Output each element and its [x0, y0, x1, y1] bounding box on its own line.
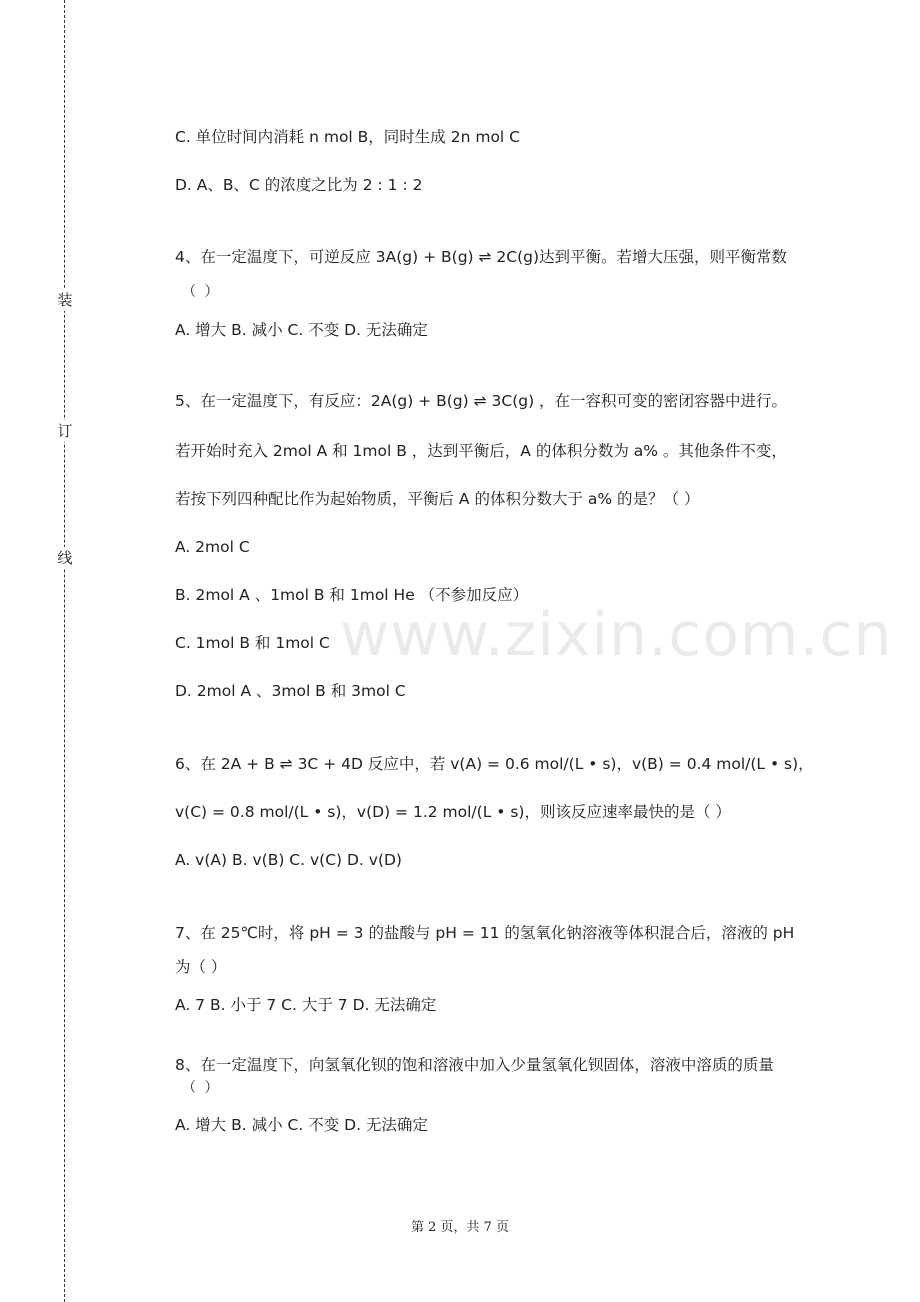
- q5-option-c: C. 1mol B 和 1mol C: [175, 634, 330, 652]
- binding-char-zhuang: 装: [54, 289, 76, 311]
- q7-stem-2: 为（ ）: [175, 958, 227, 976]
- binding-dashed-line: [64, 0, 65, 1302]
- watermark: www.zixin.com.cn: [340, 600, 893, 670]
- q5-option-a: A. 2mol C: [175, 538, 250, 556]
- q5-stem-1: 5、在一定温度下，有反应：2A(g) + B(g) ⇌ 3C(g) ，在一容积可变的密闭容器中进行。: [175, 392, 788, 410]
- q7-options: A. 7 B. 小于 7 C. 大于 7 D. 无法确定: [175, 996, 437, 1014]
- binding-char-ding: 订: [54, 420, 76, 442]
- q3-option-c: C. 单位时间内消耗 n mol B，同时生成 2n mol C: [175, 128, 520, 146]
- q5-option-d: D. 2mol A 、3mol B 和 3mol C: [175, 682, 406, 700]
- q4-stem-paren: （ ）: [182, 284, 221, 300]
- q6-stem-2: v(C) = 0.8 mol/(L • s)，v(D) = 1.2 mol/(L • s)，则该反应速率最快的是（ ）: [175, 803, 731, 821]
- q5-option-b: B. 2mol A 、1mol B 和 1mol He （不参加反应）: [175, 586, 529, 604]
- q4-stem: 4、在一定温度下，可逆反应 3A(g) + B(g) ⇌ 2C(g)达到平衡。若增大压强，则平衡常数: [175, 248, 788, 266]
- binding-char-xian: 线: [54, 547, 76, 569]
- q3-option-d: D. A、B、C 的浓度之比为 2 : 1 : 2: [175, 176, 423, 194]
- page-footer: 第 2 页，共 7 页: [410, 1220, 510, 1235]
- q4-options: A. 增大 B. 减小 C. 不变 D. 无法确定: [175, 321, 428, 339]
- q6-stem-1: 6、在 2A + B ⇌ 3C + 4D 反应中，若 v(A) = 0.6 mol/(L • s)，v(B) = 0.4 mol/(L • s)，: [175, 755, 814, 773]
- q8-stem: 8、在一定温度下，向氢氧化钡的饱和溶液中加入少量氢氧化钡固体，溶液中溶质的质量: [175, 1056, 774, 1074]
- q6-options: A. v(A) B. v(B) C. v(C) D. v(D): [175, 851, 402, 869]
- q5-stem-3: 若按下列四种配比作为起始物质，平衡后 A 的体积分数大于 a% 的是？（ ）: [175, 490, 700, 508]
- q7-stem-1: 7、在 25℃时，将 pH = 3 的盐酸与 pH = 11 的氢氧化钠溶液等体积混合后，溶液的 pH: [175, 924, 795, 942]
- q5-stem-2: 若开始时充入 2mol A 和 1mol B ，达到平衡后，A 的体积分数为 a% 。其他条件不变，: [175, 442, 787, 460]
- q8-stem-paren: （ ）: [182, 1080, 221, 1096]
- q8-options: A. 增大 B. 减小 C. 不变 D. 无法确定: [175, 1116, 428, 1134]
